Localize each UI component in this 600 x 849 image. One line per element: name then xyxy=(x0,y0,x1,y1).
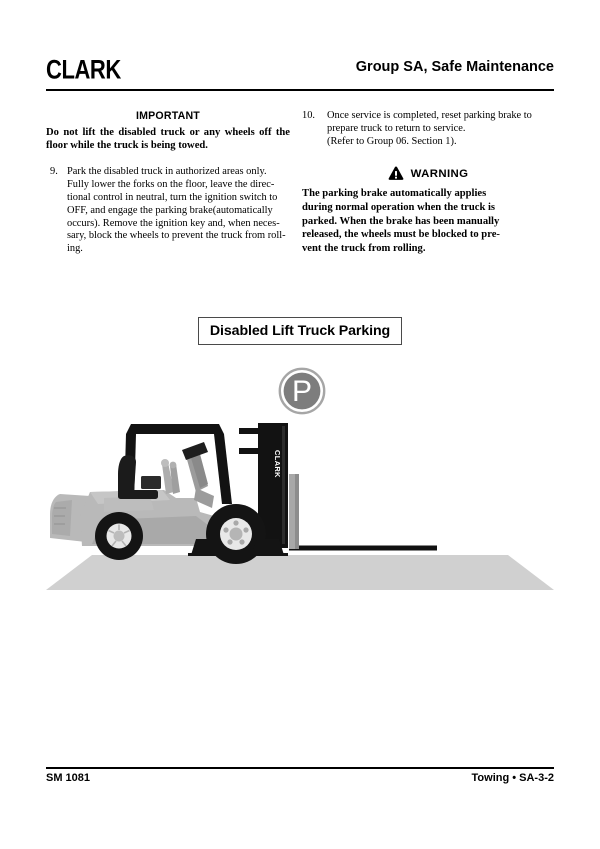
text-line: occurs). Remove the ignition key and, when neces- xyxy=(67,217,280,229)
text-line: during normal operation when the truck is xyxy=(302,201,496,213)
text-line: released, the wheels must be blocked to pre- xyxy=(302,229,500,241)
mast-rail-highlight xyxy=(282,426,285,544)
page-footer xyxy=(46,772,554,790)
footer-page-reference: Towing • SA-3-2 xyxy=(471,772,554,784)
text-line: OFF, and engage the parking brake(automatically xyxy=(67,204,273,216)
list-item-9 xyxy=(46,166,290,256)
ground-plane xyxy=(46,555,554,590)
important-text: Do not lift the disabled truck or any wheels off the floor while the truck is being towed. xyxy=(46,126,290,151)
text-line: The parking brake automatically applies xyxy=(302,188,487,200)
warning-text xyxy=(302,187,554,255)
operator-seat-cushion xyxy=(118,490,158,499)
figure-caption: Disabled Lift Truck Parking xyxy=(209,323,391,339)
mast-bracket-lower xyxy=(239,448,259,454)
page-header xyxy=(46,56,554,92)
mast-bracket-upper xyxy=(239,428,259,434)
chock-base-rear xyxy=(188,553,224,556)
lever-knob-2 xyxy=(170,462,177,469)
clark-logo: CLARK xyxy=(46,54,121,85)
mast-brand-text: CLARK xyxy=(273,450,282,478)
text-line: ing. xyxy=(67,243,83,255)
text-line: sary, block the wheels to prevent the truck from roll- xyxy=(67,230,286,242)
header-title: Group SA, Safe Maintenance xyxy=(355,59,554,75)
overhead-guard-roof xyxy=(126,424,224,434)
warning-label: WARNING xyxy=(410,167,469,180)
front-hub xyxy=(230,528,243,541)
wheel-chock-rear xyxy=(191,539,221,555)
header-divider xyxy=(46,89,554,91)
forklift-illustration xyxy=(46,412,554,612)
text-line: parked. When the brake has been manually xyxy=(302,215,500,227)
list-item-10-number: 10. xyxy=(302,110,315,121)
list-item-9-body xyxy=(67,166,290,256)
counterweight-shade xyxy=(52,500,72,536)
warning-header xyxy=(302,166,554,181)
seat-armrest xyxy=(141,476,161,489)
footer-divider xyxy=(46,767,554,769)
lever-knob-1 xyxy=(161,459,169,467)
overhead-guard-front-post xyxy=(214,434,232,504)
list-item-9-number: 9. xyxy=(50,166,58,178)
important-heading: IMPORTANT xyxy=(136,110,200,122)
text-line: tional control in neutral, turn the ignition switch to xyxy=(67,192,278,203)
chock-base-front xyxy=(248,553,288,556)
text-line: prepare truck to return to service. xyxy=(327,122,466,134)
parking-symbol-icon xyxy=(278,367,326,415)
parking-symbol-letter: P xyxy=(291,375,313,409)
text-line: Park the disabled truck in authorized areas only. xyxy=(67,166,267,178)
figure-caption-box xyxy=(198,317,402,345)
fork-shank-shade xyxy=(295,474,299,549)
text-line: (Refer to Group 06. Section 1). xyxy=(327,135,457,147)
text-line: Once service is completed, reset parking brake to xyxy=(327,110,532,121)
fork-blade xyxy=(289,546,437,551)
right-column xyxy=(302,110,554,255)
text-line: vent the truck from rolling. xyxy=(302,242,426,254)
left-column xyxy=(46,110,290,256)
rear-hub xyxy=(114,531,125,542)
list-item-10 xyxy=(302,110,554,148)
text-line: Fully lower the forks on the floor, leave the direc- xyxy=(67,179,275,191)
operator-seat-back xyxy=(118,455,136,492)
footer-manual-number: SM 1081 xyxy=(46,772,91,784)
warning-triangle-icon xyxy=(388,166,404,181)
list-item-10-body xyxy=(327,110,554,148)
figure-disabled-lift-truck-parking xyxy=(46,312,554,612)
